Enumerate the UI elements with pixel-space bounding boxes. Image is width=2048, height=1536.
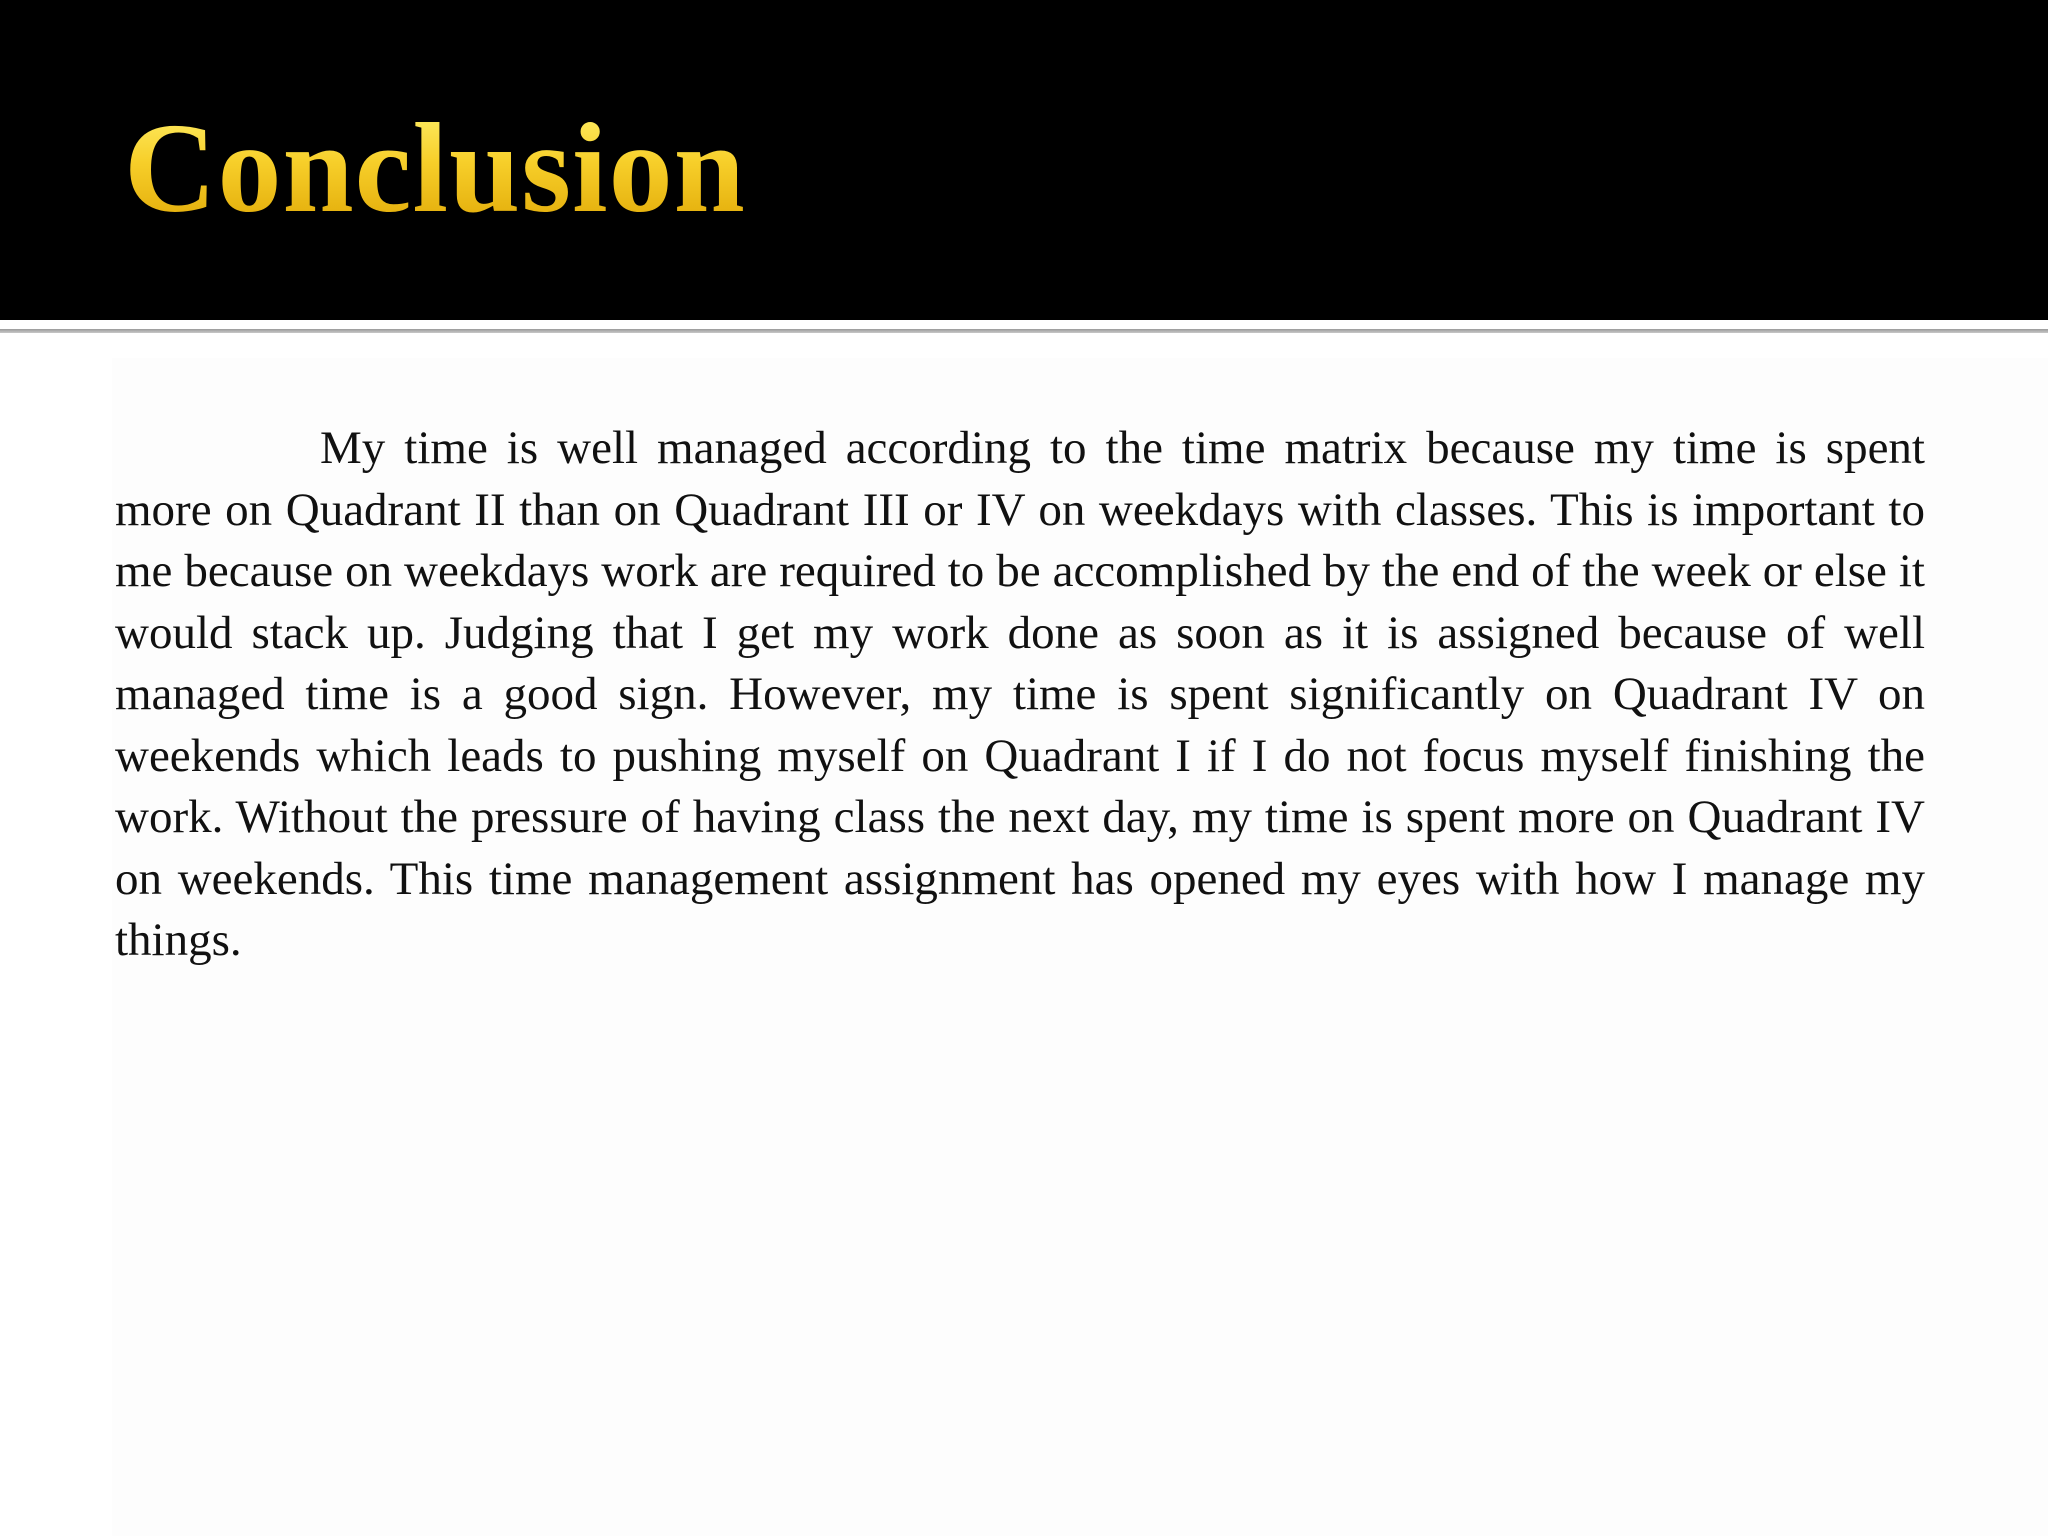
conclusion-paragraph: My time is well managed according to the time matrix because my time is spent more on Quadrant II than on Quadrant III or IV on weekdays with classes. This is important to me because on weekdays work are required to be accomplished by the end of the week or else it would stack up. Judging that I get my work done as soon as it is assigned because of well managed time is a good sign. However, my time is spent significantly on Quadrant IV on weekends which leads to pushing myself on Quadrant I if I do not focus myself finishing the work. Without the pressure of having class the next day, my time is spent more on Quadrant IV on weekends. This time management assignment has opened my eyes with how I manage my things. <box>115 422 1925 966</box>
slide-title: Conclusion <box>124 97 746 239</box>
header-divider <box>0 329 2048 333</box>
